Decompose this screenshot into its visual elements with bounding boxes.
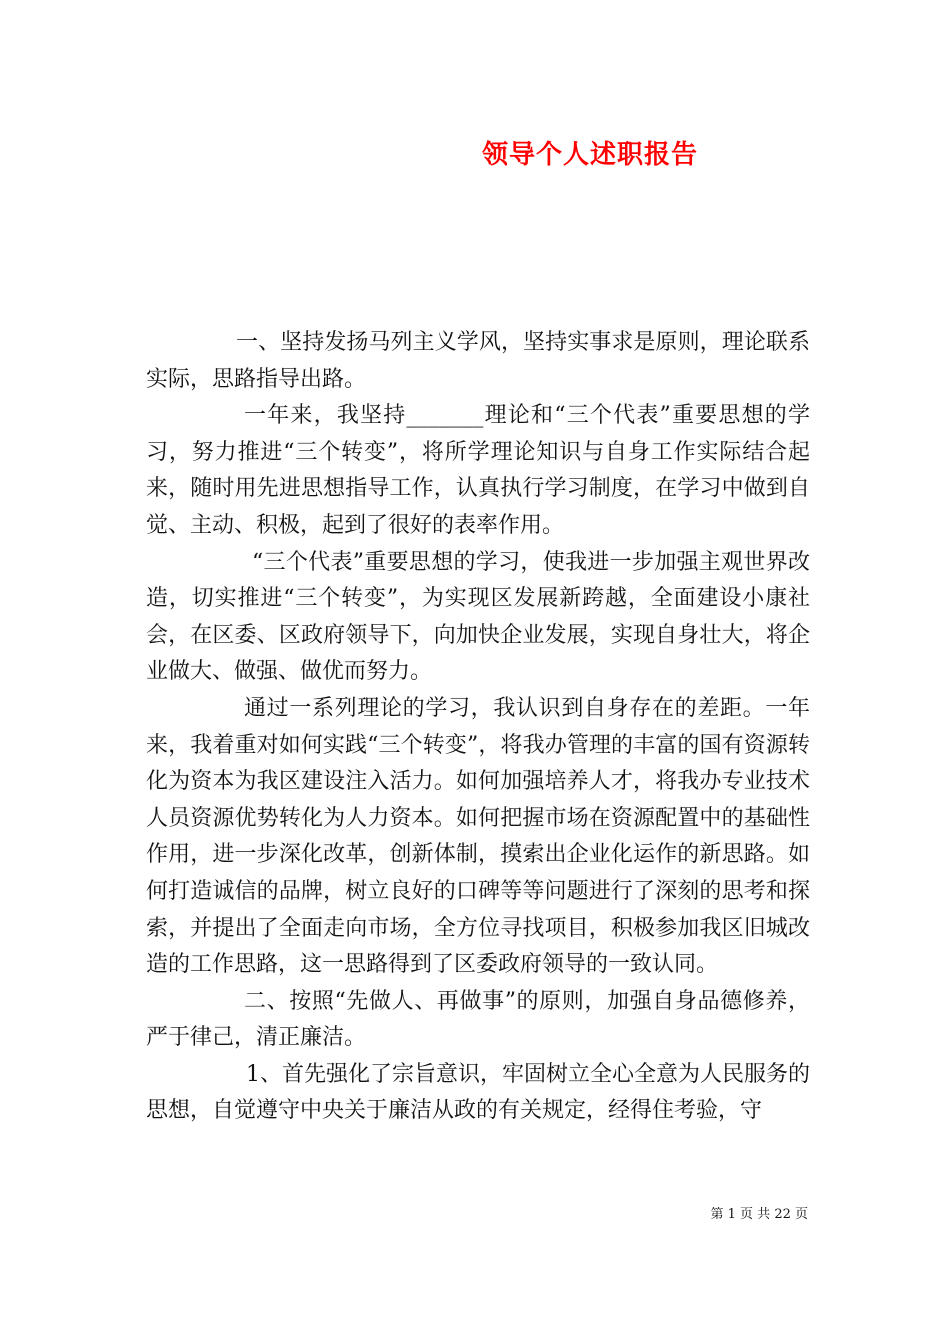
document-body <box>146 325 810 1130</box>
paragraph: 1、首先强化了宗旨意识，牢固树立全心全意为人民服务的思想，自觉遵守中央关于廉洁从政的有关规定，经得住考验，守 <box>146 1061 810 1124</box>
paragraph: 一、坚持发扬马列主义学风，坚持实事求是原则，理论联系实际，思路指导出路。 <box>146 330 810 392</box>
paragraph: 二、按照“先做人、再做事”的原则，加强自身品德修养，严于律己，清正廉洁。 <box>146 988 810 1051</box>
document-title: 领导个人述职报告 <box>481 140 698 170</box>
paragraph: 一年来，我坚持_______理论和“三个代表”重要思想的学习，努力推进“三个转变”，将所学理论知识与自身工作实际结合起来，随时用先进思想指导工作，认真执行学习制度，在学习中做到自觉、主动、积极，起到了很好的表率作用。 <box>146 403 810 538</box>
paragraph: 通过一系列理论的学习，我认识到自身存在的差距。一年来，我着重对如何实践“三个转变”，将我办管理的丰富的国有资源转化为资本为我区建设注入活力。如何加强培养人才，将我办专业技术人员资源优势转化为人力资本。如何把握市场在资源配置中的基础性作用，进一步深化改革，创新体制，摸索出企业化运作的新思路。如何打造诚信的品牌，树立良好的口碑等等问题进行了深刻的思考和探索，并提出了全面走向市场，全方位寻找项目，积极参加我区旧城改造的工作思路，这一思路得到了区委政府领导的一致认同。 <box>146 695 810 978</box>
paragraph: “三个代表”重要思想的学习，使我进一步加强主观世界改造，切实推进“三个转变”，为实现区发展新跨越，全面建设小康社会，在区委、区政府领导下，向加快企业发展，实现自身壮大，将企业做大、做强、做优而努力。 <box>146 549 810 685</box>
page-number-footer: 第 1 页 共 22 页 <box>710 1207 808 1222</box>
